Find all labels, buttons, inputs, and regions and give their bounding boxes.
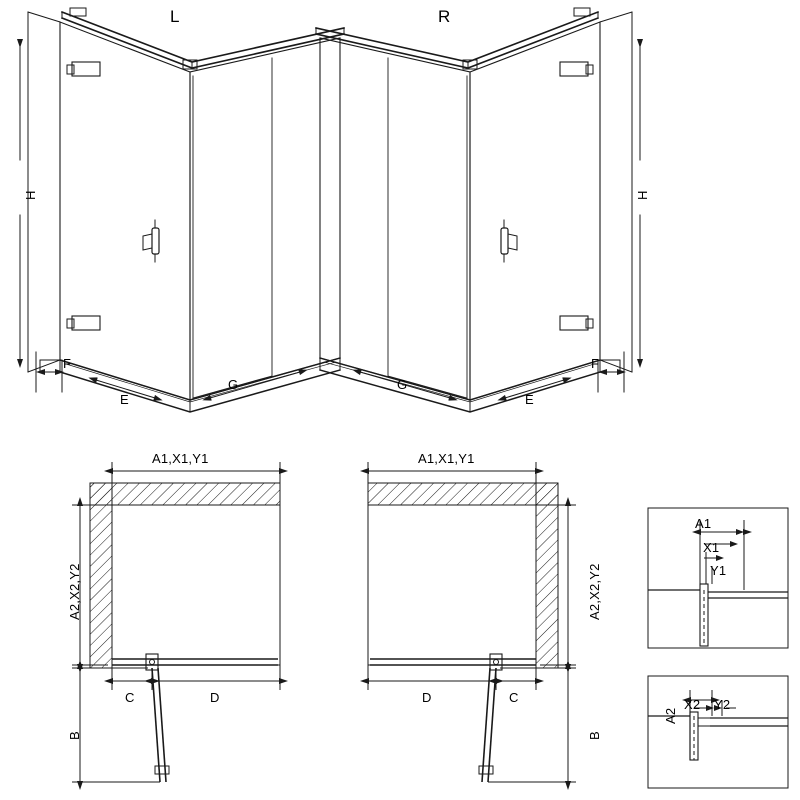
label-plan-left-top: A1,X1,Y1 [152, 451, 209, 466]
label-e-left: E [120, 392, 129, 407]
label-e-right: E [525, 392, 534, 407]
iso-view-right [316, 8, 640, 412]
label-detail-a2: A2 [663, 707, 678, 724]
label-plan-right-side: A2,X2,Y2 [587, 563, 602, 620]
label-plan-right-d: D [422, 690, 432, 705]
label-plan-left-c: C [125, 690, 135, 705]
iso-view-left [20, 8, 344, 412]
plan-view-right [368, 462, 576, 782]
label-plan-left-b: B [67, 731, 82, 740]
label-detail-y2: Y2 [714, 697, 731, 712]
label-detail-a1: A1 [695, 516, 712, 531]
detail-view-top [648, 508, 788, 648]
label-detail-x1: X1 [703, 540, 720, 555]
label-f-right: F [591, 356, 600, 371]
label-plan-right-top: A1,X1,Y1 [418, 451, 475, 466]
label-f-left: F [63, 356, 72, 371]
plan-view-left [72, 462, 280, 782]
label-plan-left-side: A2,X2,Y2 [67, 563, 82, 620]
label-plan-right-b: B [587, 731, 602, 740]
label-detail-y1: Y1 [710, 563, 727, 578]
label-plan-right-c: C [509, 690, 519, 705]
label-variant-l: L [170, 7, 180, 26]
label-plan-left-d: D [210, 690, 220, 705]
label-g-left: G [228, 377, 239, 392]
label-variant-r: R [438, 7, 451, 26]
label-h-right: H [635, 190, 650, 200]
label-g-right: G [397, 377, 408, 392]
label-h-left: H [23, 190, 38, 200]
detail-view-bottom [648, 676, 788, 788]
label-detail-x2: X2 [684, 697, 701, 712]
